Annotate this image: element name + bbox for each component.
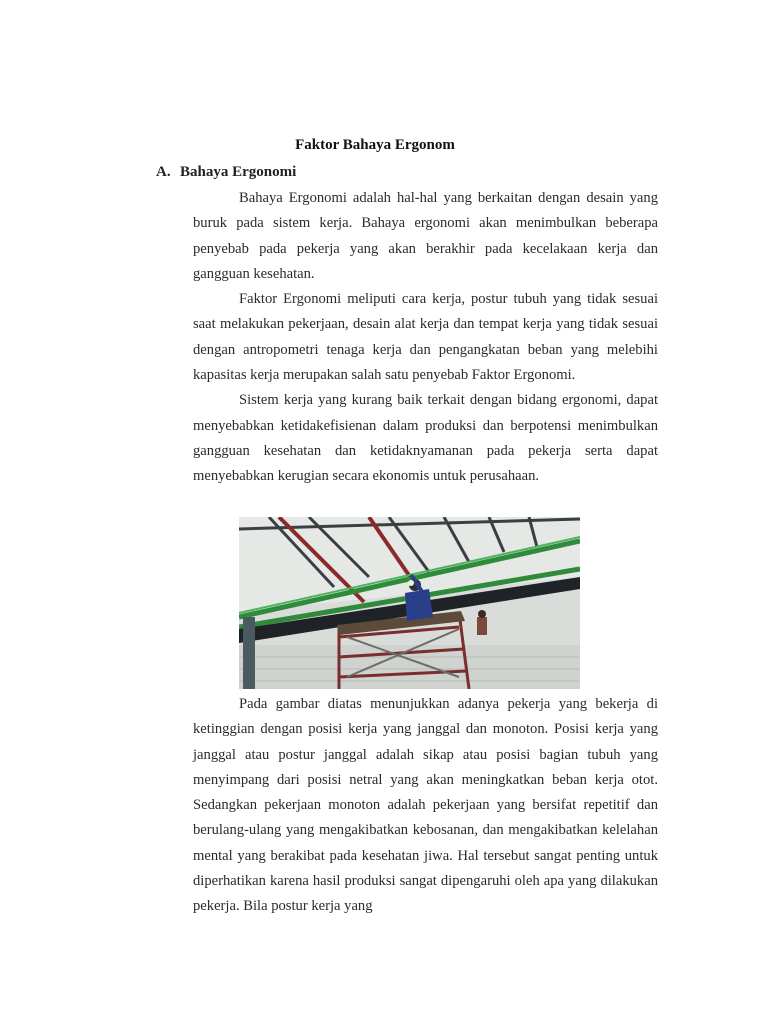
paragraph-4: Pada gambar diatas menunjukkan adanya pekerja yang bekerja di ketinggian dengan posisi kerja yang janggal dan monoton. Posisi kerja yang janggal atau postur janggal adalah sikap atau posisi bagian tubuh yang menyimpang dari posisi netral yang akan meningkatkan beban kerja otot. Sedangkan pekerjaan monoton adalah pekerjaan yang bersifat repetitif dan berulang-ulang yang mengakibatkan kebosanan, dan mengakibatkan kelelahan mental yang berakibat pada kesehatan jiwa. Hal tersebut sangat penting untuk diperhatikan karena hasil produksi sangat dipengaruhi oleh apa yang dilakukan pekerja. Bila postur kerja yang <box>193 696 658 915</box>
section-heading <box>156 164 296 181</box>
worker-at-height-photo <box>239 517 580 689</box>
paragraph-3: Sistem kerja yang kurang baik terkait dengan bidang ergonomi, dapat menyebabkan ketidakefisienan dalam produksi dan berpotensi menimbulkan gangguan kesehatan dan ketidaknyamanan pada pekerja serta dapat menyebabkan kerugian secara ekonomis untuk perusahaan. <box>193 392 658 485</box>
paragraph-2: Faktor Ergonomi meliputi cara kerja, postur tubuh yang tidak sesuai saat melakukan pekerjaan, desain alat kerja dan tempat kerja yang tidak sesuai dengan antropometri tenaga kerja dan pengangkatan beban yang melebihi kapasitas kerja merupakan salah satu penyebab Faktor Ergonomi. <box>193 291 658 384</box>
paragraph-1: Bahaya Ergonomi adalah hal-hal yang berkaitan dengan desain yang buruk pada sistem kerja. Bahaya ergonomi akan menimbulkan beberapa penyebab pada pekerja yang akan berakhir pada kecelakaan kerja dan gangguan kesehatan. <box>193 190 658 282</box>
photo-illustration <box>239 517 580 689</box>
body-text-before-figure <box>193 186 658 490</box>
page-title: Faktor Bahaya Ergonom <box>295 137 455 153</box>
body-text-after-figure <box>193 692 658 920</box>
section-letter: A. <box>156 164 171 180</box>
section-title: Bahaya Ergonomi <box>180 164 297 180</box>
